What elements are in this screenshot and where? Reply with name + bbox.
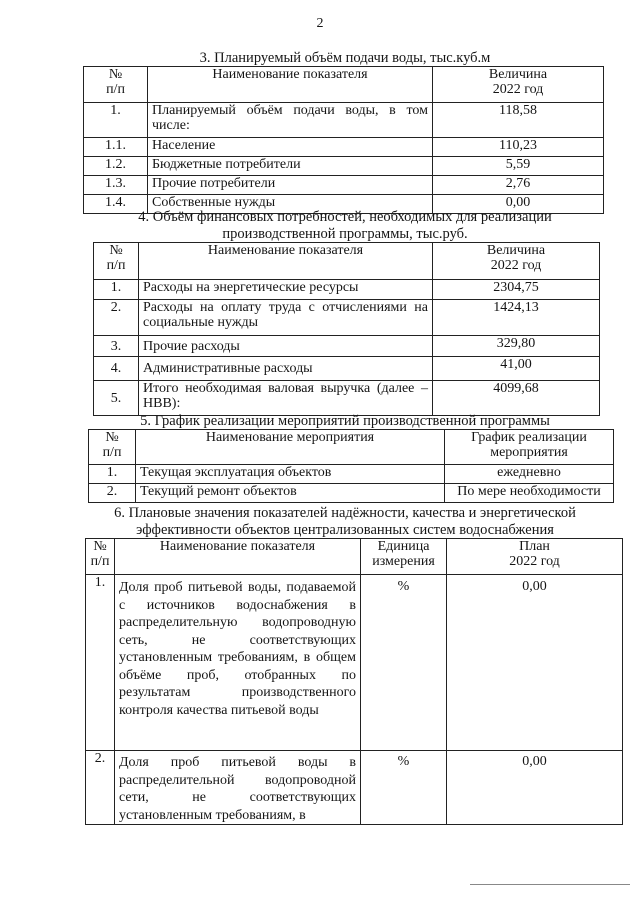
row-value: 1424,13 (433, 300, 600, 336)
row-num: 1. (86, 575, 115, 751)
row-num: 1.1. (84, 138, 148, 157)
section4-title-line1: 4. Объём финансовых потребностей, необходимых для реализации (138, 209, 552, 225)
header-num: № п/п (86, 539, 115, 575)
row-value: 2304,75 (433, 280, 600, 300)
schedule-table (88, 429, 614, 503)
row-unit: % (361, 751, 447, 825)
row-name: Расходы на энергетические ресурсы (139, 280, 433, 300)
section3-title: 3. Планируемый объём подачи воды, тыс.куб.м (199, 50, 491, 66)
row-name: Текущий ремонт объектов (136, 484, 445, 503)
row-name: Итого необходимая валовая выручка (далее – НВВ): (139, 381, 433, 416)
row-num: 1.2. (84, 157, 148, 176)
row-name: Доля проб питьевой воды в распределительной водопроводной сети, не соответствующих установленным требованиям, в (115, 751, 361, 825)
row-value: 41,00 (433, 357, 600, 381)
row-name: Прочие потребители (148, 176, 433, 195)
financial-needs-table (93, 242, 600, 416)
header-value: Величина 2022 год (433, 243, 600, 280)
row-name: Текущая эксплуатация объектов (136, 465, 445, 484)
header-unit: Единица измерения (361, 539, 447, 575)
row-value: 2,76 (433, 176, 604, 195)
row-name: Расходы на оплату труда с отчислениями на социальные нужды (139, 300, 433, 336)
row-name: Собственные нужды (148, 195, 433, 214)
row-value: 329,80 (433, 336, 600, 357)
row-num: 1. (84, 103, 148, 138)
row-unit: % (361, 575, 447, 751)
row-name: Административные расходы (139, 357, 433, 381)
row-value: 5,59 (433, 157, 604, 176)
row-num: 2. (94, 300, 139, 336)
row-name: Бюджетные потребители (148, 157, 433, 176)
row-value: ежедневно (445, 465, 614, 484)
header-name: Наименование показателя (148, 67, 433, 103)
row-value: 118,58 (433, 103, 604, 138)
header-plan: План 2022 год (447, 539, 623, 575)
row-name: Население (148, 138, 433, 157)
row-num: 1. (89, 465, 136, 484)
row-num: 3. (94, 336, 139, 357)
water-supply-table (83, 66, 604, 214)
section6-title-line2: эффективности объектов централизованных систем водоснабжения (136, 522, 554, 538)
row-name: Планируемый объём подачи воды, в том числе: (148, 103, 433, 138)
row-num: 1.3. (84, 176, 148, 195)
row-num: 1. (94, 280, 139, 300)
row-num: 4. (94, 357, 139, 381)
header-name: Наименование показателя (139, 243, 433, 280)
quality-indicators-table (85, 538, 623, 825)
row-name: Доля проб питьевой воды, подаваемой с источников водоснабжения в распределительную водопроводную сеть, не соответствующих установленным требованиям, в общем объёме проб, отобранных по результатам производственного контроля качества питьевой воды (115, 575, 361, 751)
section4-title-line2: производственной программы, тыс.руб. (222, 226, 468, 242)
row-num: 5. (94, 381, 139, 416)
header-value: График реализации мероприятия (445, 430, 614, 465)
header-name: Наименование мероприятия (136, 430, 445, 465)
header-value: Величина 2022 год (433, 67, 604, 103)
row-name: Прочие расходы (139, 336, 433, 357)
header-num: № п/п (89, 430, 136, 465)
row-value: 0,00 (433, 195, 604, 214)
row-num: 2. (89, 484, 136, 503)
scan-edge-rule (470, 884, 630, 885)
header-num: № п/п (94, 243, 139, 280)
row-value: По мере необходимости (445, 484, 614, 503)
page-number: 2 (316, 16, 324, 31)
row-value: 110,23 (433, 138, 604, 157)
row-value: 4099,68 (433, 381, 600, 416)
section5-title: 5. График реализации мероприятий производственной программы (140, 413, 550, 429)
row-plan: 0,00 (447, 575, 623, 751)
row-plan: 0,00 (447, 751, 623, 825)
row-num: 1.4. (84, 195, 148, 214)
section6-title-line1: 6. Плановые значения показателей надёжности, качества и энергетической (114, 505, 576, 521)
header-num: № п/п (84, 67, 148, 103)
row-num: 2. (86, 751, 115, 825)
header-name: Наименование показателя (115, 539, 361, 575)
